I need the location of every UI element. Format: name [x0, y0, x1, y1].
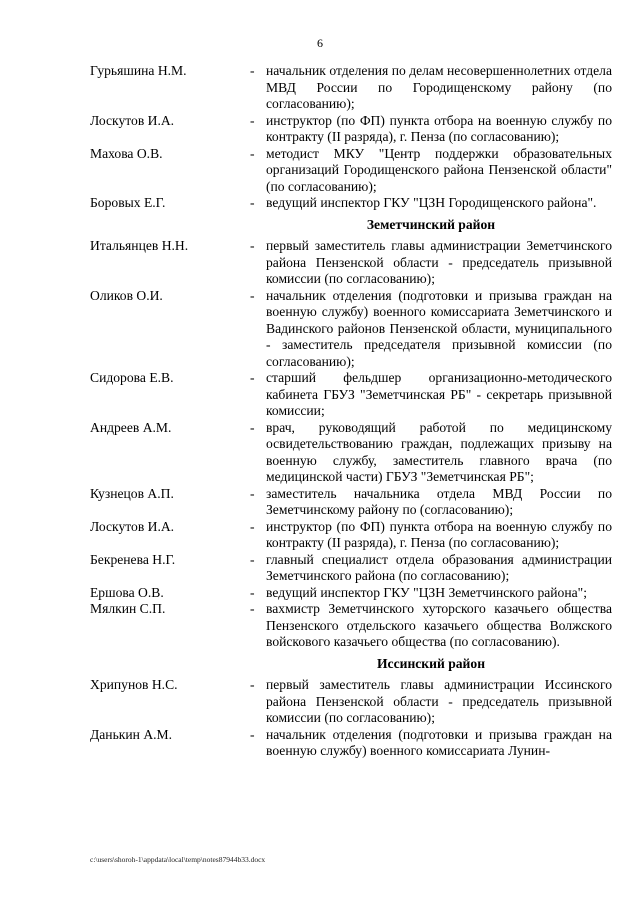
dash: -: [250, 677, 255, 692]
list-item: [90, 195, 612, 212]
list-item: [90, 727, 612, 760]
section-heading: Иссинский район: [376, 655, 486, 671]
position-description: начальник отделения (подготовки и призыва граждан на военную службу) военного комиссариата Лунин-: [266, 726, 612, 758]
list-item: [90, 486, 612, 519]
list-item: [90, 238, 612, 288]
person-name: Хрипунов Н.С.: [90, 677, 178, 692]
dash: -: [250, 112, 255, 128]
position-description: врач, руководящий работой по медицинскому освидетельствованию граждан, подлежащих призыву на военную службу, заместитель главного врача (по медицинской части) ГБУЗ "Земетчинская РБ";: [266, 419, 612, 484]
list-item: [90, 288, 612, 371]
person-name: Андреев А.М.: [90, 419, 172, 435]
person-name: Оликов О.И.: [90, 287, 163, 303]
position-description: первый заместитель главы администрации Иссинского района Пензенской области - председатель призывной комиссии (по согласованию);: [266, 677, 612, 725]
dash: -: [250, 63, 255, 78]
person-name: Гурьяшина Н.М.: [90, 63, 187, 78]
dash: -: [250, 238, 255, 253]
position-description: старший фельдшер организационно-методического кабинета ГБУЗ "Земетчинская РБ" - секретарь призывной комиссии;: [266, 370, 612, 418]
dash: -: [250, 145, 255, 161]
position-description: ведущий инспектор ГКУ "ЦЗН Городищенского района".: [266, 195, 597, 210]
position-description: начальник отделения (подготовки и призыва граждан на военную службу) военного комиссариата Земетчинского и Вадинского районов Пензенской области, муниципального - заместитель председателя призывной комиссии (по согласованию);: [266, 287, 612, 369]
list-item: [90, 113, 612, 146]
dash: -: [250, 518, 255, 534]
list-item: [90, 677, 612, 727]
person-name: Сидорова Е.В.: [90, 370, 174, 385]
dash: -: [250, 485, 255, 501]
list-item: [90, 601, 612, 651]
person-name: Боровых Е.Г.: [90, 195, 166, 210]
position-description: инструктор (по ФП) пункта отбора на военную службу по контракту (II разряда), г. Пенза (по согласованию);: [266, 112, 612, 144]
list-item: [90, 519, 612, 552]
position-description: инструктор (по ФП) пункта отбора на военную службу по контракту (II разряда), г. Пенза (по согласованию);: [266, 518, 612, 550]
section-heading: Земетчинский район: [366, 216, 496, 232]
list-item: [90, 585, 612, 602]
list-item: [90, 146, 612, 196]
dash: -: [250, 551, 255, 567]
dash: -: [250, 601, 255, 616]
dash: -: [250, 584, 255, 600]
dash: -: [250, 419, 255, 435]
person-name: Мялкин С.П.: [90, 601, 166, 616]
dash: -: [250, 370, 255, 385]
file-path-footer: c:\users\shoroh-1\appdata\local\temp\notes87944b33.docx: [90, 855, 266, 864]
person-name: Лоскутов И.А.: [90, 112, 175, 128]
person-name: Бекренева Н.Г.: [90, 551, 176, 567]
list-item: [90, 370, 612, 420]
position-description: ведущий инспектор ГКУ "ЦЗН Земетчинского района";: [266, 584, 587, 600]
person-name: Итальянцев Н.Н.: [90, 238, 189, 253]
list-item: [90, 420, 612, 486]
position-description: вахмистр Земетчинского хуторского казачьего общества Пензенского отдельского казачьего общества Волжского войскового казачьего общества (по согласованию).: [266, 601, 612, 649]
document-body: [90, 63, 612, 760]
list-item: [90, 63, 612, 113]
person-name: Ершова О.В.: [90, 584, 164, 600]
person-name: Махова О.В.: [90, 145, 163, 161]
position-description: заместитель начальника отдела МВД России по Земетчинскому району по (согласованию);: [266, 485, 612, 517]
person-name: Данькин А.М.: [90, 726, 173, 742]
list-item: [90, 552, 612, 585]
dash: -: [250, 195, 255, 210]
page-number: 6: [317, 36, 323, 50]
dash: -: [250, 287, 255, 303]
person-name: Кузнецов А.П.: [90, 485, 174, 501]
position-description: начальник отделения по делам несовершеннолетних отдела МВД России по Городищенскому району (по согласованию);: [266, 63, 612, 111]
position-description: первый заместитель главы администрации Земетчинского района Пензенской области - председатель призывной комиссии (по согласованию);: [266, 238, 612, 286]
dash: -: [250, 726, 255, 742]
position-description: главный специалист отдела образования администрации Земетчинского района (по согласованию);: [266, 551, 612, 583]
person-name: Лоскутов И.А.: [90, 518, 175, 534]
position-description: методист МКУ "Центр поддержки образовательных организаций Городищенского района Пензенской области" (по согласованию);: [266, 145, 612, 194]
